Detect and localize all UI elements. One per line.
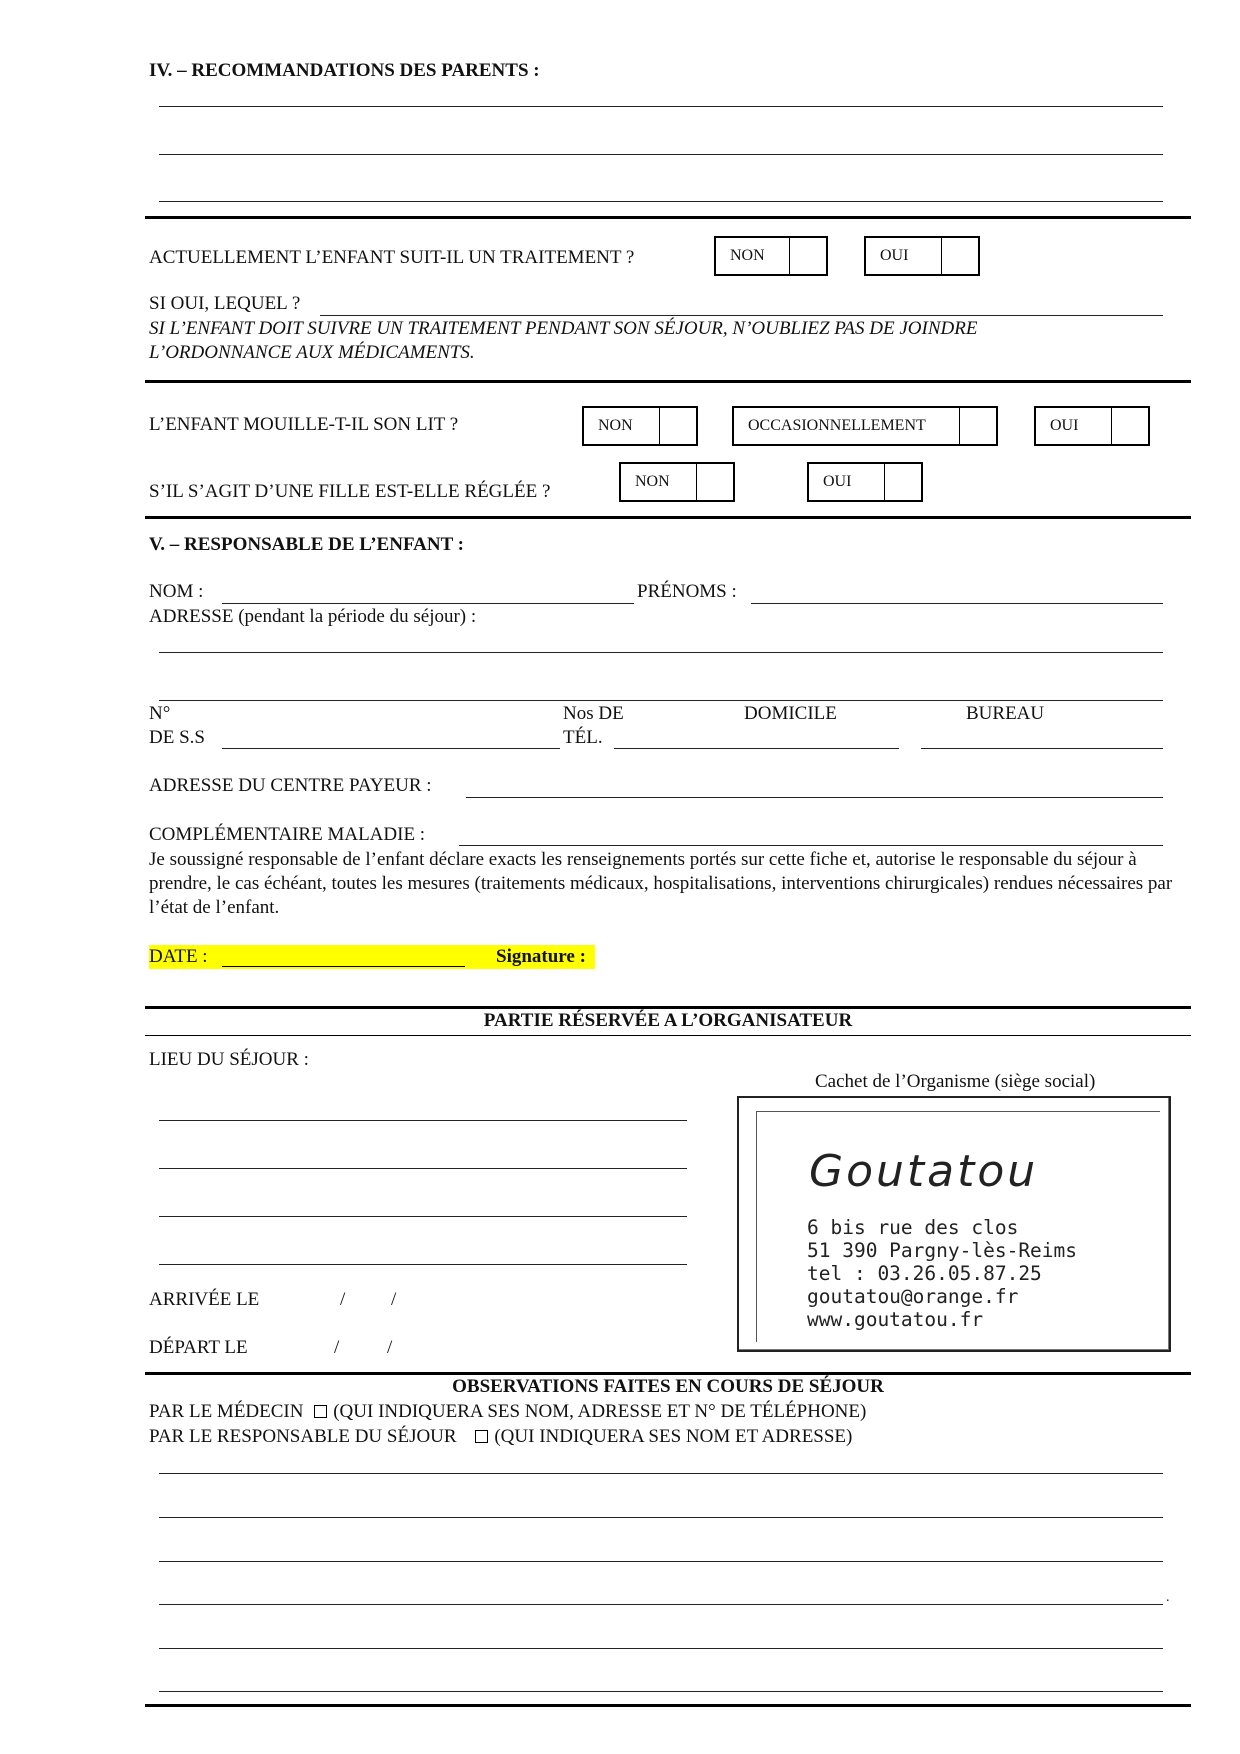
ss-number-field[interactable] xyxy=(222,748,560,749)
stamp-address-line-2: 51 390 Pargny-lès-Reims xyxy=(807,1239,1078,1262)
responsable-label: PAR LE RESPONSABLE DU SÉJOUR xyxy=(149,1426,457,1447)
medecin-label: PAR LE MÉDECIN xyxy=(149,1401,304,1422)
treatment-yes-label: OUI xyxy=(866,238,942,274)
organizer-title-underline xyxy=(145,1035,1191,1036)
recommendation-line-1[interactable] xyxy=(159,106,1163,107)
organizer-title: PARTIE RÉSERVÉE A L’ORGANISATEUR xyxy=(483,1010,853,1031)
cachet-label: Cachet de l’Organisme (siège social) xyxy=(815,1071,1096,1092)
arrivee-slash-1: / xyxy=(340,1289,346,1310)
observation-line-5[interactable] xyxy=(159,1648,1163,1649)
bedwetting-occasionally-checkbox[interactable] xyxy=(732,406,998,446)
adresse-line-2[interactable] xyxy=(159,700,1163,701)
bedwetting-yes-checkbox[interactable] xyxy=(1034,406,1150,446)
declaration-text: Je soussigné responsable de l’enfant déclare exacts les renseignements portés sur cette fiche et, autorise le responsable du séjour à prendre, le cas échéant, toutes les mesures (traitements médicaux, hospitalisations, interventions chirurgicales) rendues nécessaires par l’état de l’enfant. xyxy=(149,849,1173,918)
goutatou-logo: Goutatou xyxy=(809,1146,1039,1197)
responsable-row xyxy=(149,1426,852,1448)
bedwetting-yes-label: OUI xyxy=(1036,408,1112,444)
organization-stamp xyxy=(737,1096,1171,1352)
treatment-note-line-2: L’ORDONNANCE AUX MÉDICAMENTS. xyxy=(149,342,475,363)
date-field[interactable] xyxy=(222,966,465,967)
lieu-line-3[interactable] xyxy=(159,1216,687,1217)
bottom-border xyxy=(145,1704,1191,1707)
girl-yes-checkbox[interactable] xyxy=(807,462,923,502)
girl-no-checkbox[interactable] xyxy=(619,462,735,502)
lieu-line-4[interactable] xyxy=(159,1264,687,1265)
centre-payeur-label: ADRESSE DU CENTRE PAYEUR : xyxy=(149,775,432,796)
section-5-title: V. – RESPONSABLE DE L’ENFANT : xyxy=(149,534,464,555)
lieu-line-2[interactable] xyxy=(159,1168,687,1169)
responsable-note: (QUI INDIQUERA SES NOM ET ADRESSE) xyxy=(494,1426,853,1447)
treatment-no-label: NON xyxy=(716,238,790,274)
section-4-title: IV. – RECOMMANDATIONS DES PARENTS : xyxy=(149,60,540,81)
section-divider xyxy=(145,216,1191,219)
prenoms-label: PRÉNOMS : xyxy=(637,581,737,602)
section-divider xyxy=(145,1372,1191,1375)
which-treatment-label: SI OUI, LEQUEL ? xyxy=(149,293,301,314)
responsable-checkbox[interactable] xyxy=(475,1430,488,1443)
ss-label-line-1: N° xyxy=(149,703,171,724)
observation-line-4[interactable] xyxy=(159,1604,1163,1605)
observation-line-6[interactable] xyxy=(159,1691,1163,1692)
complementaire-field[interactable] xyxy=(459,845,1163,846)
girl-question: S’IL S’AGIT D’UNE FILLE EST-ELLE RÉGLÉE ? xyxy=(149,481,551,502)
depart-slash-1: / xyxy=(334,1337,340,1358)
centre-payeur-field[interactable] xyxy=(466,797,1163,798)
girl-no-label: NON xyxy=(621,464,697,500)
tel-label-line-1: Nos DE xyxy=(563,703,624,724)
lieu-line-1[interactable] xyxy=(159,1120,687,1121)
stamp-inner-frame xyxy=(756,1111,1160,1342)
recommendation-line-2[interactable] xyxy=(159,154,1163,155)
recommendation-line-3[interactable] xyxy=(159,201,1163,202)
domicile-label: DOMICILE xyxy=(744,703,837,724)
ss-label-line-2: DE S.S xyxy=(149,727,205,748)
observation-line-2[interactable] xyxy=(159,1517,1163,1518)
bedwetting-no-label: NON xyxy=(584,408,660,444)
stamp-email: goutatou@orange.fr xyxy=(807,1285,1019,1308)
nom-field[interactable] xyxy=(222,603,634,604)
bureau-label: BUREAU xyxy=(966,703,1045,724)
section-divider xyxy=(145,380,1191,383)
observation-line-3[interactable] xyxy=(159,1561,1163,1562)
tel-bureau-field[interactable] xyxy=(921,748,1163,749)
bedwetting-no-checkbox[interactable] xyxy=(582,406,698,446)
tel-label-line-2: TÉL. xyxy=(563,727,603,748)
treatment-yes-checkbox[interactable] xyxy=(864,236,980,276)
medecin-row xyxy=(149,1401,866,1423)
stamp-address-line-1: 6 bis rue des clos xyxy=(807,1216,1019,1239)
bedwetting-occasionally-label: OCCASIONNELLEMENT xyxy=(734,408,960,444)
depart-slash-2: / xyxy=(387,1337,393,1358)
medecin-note: (QUI INDIQUERA SES NOM, ADRESSE ET N° DE TÉLÉPHONE) xyxy=(333,1401,867,1422)
which-treatment-field[interactable] xyxy=(320,315,1163,316)
date-label: DATE : xyxy=(149,946,208,967)
signature-label: Signature : xyxy=(496,946,586,967)
adresse-label: ADRESSE (pendant la période du séjour) : xyxy=(149,606,477,627)
tel-domicile-field[interactable] xyxy=(614,748,899,749)
stamp-website: www.goutatou.fr xyxy=(807,1308,984,1331)
lieu-label: LIEU DU SÉJOUR : xyxy=(149,1049,309,1070)
observation-line-1[interactable] xyxy=(159,1473,1163,1474)
section-divider xyxy=(145,516,1191,519)
treatment-note-line-1: SI L’ENFANT DOIT SUIVRE UN TRAITEMENT PENDANT SON SÉJOUR, N’OUBLIEZ PAS DE JOINDRE xyxy=(149,318,978,339)
adresse-line-1[interactable] xyxy=(159,652,1163,653)
trailing-dot: . xyxy=(1166,1590,1170,1605)
depart-label: DÉPART LE xyxy=(149,1337,248,1358)
observations-title: OBSERVATIONS FAITES EN COURS DE SÉJOUR xyxy=(452,1376,884,1397)
complementaire-label: COMPLÉMENTAIRE MALADIE : xyxy=(149,824,426,845)
prenoms-field[interactable] xyxy=(751,603,1163,604)
treatment-no-checkbox[interactable] xyxy=(714,236,828,276)
section-divider xyxy=(145,1006,1191,1009)
bedwetting-question: L’ENFANT MOUILLE-T-IL SON LIT ? xyxy=(149,414,459,435)
arrivee-label: ARRIVÉE LE xyxy=(149,1289,260,1310)
arrivee-slash-2: / xyxy=(391,1289,397,1310)
girl-yes-label: OUI xyxy=(809,464,885,500)
stamp-phone: tel : 03.26.05.87.25 xyxy=(807,1262,1042,1285)
treatment-question: ACTUELLEMENT L’ENFANT SUIT-IL UN TRAITEMENT ? xyxy=(149,247,635,268)
nom-label: NOM : xyxy=(149,581,204,602)
medecin-checkbox[interactable] xyxy=(314,1405,327,1418)
